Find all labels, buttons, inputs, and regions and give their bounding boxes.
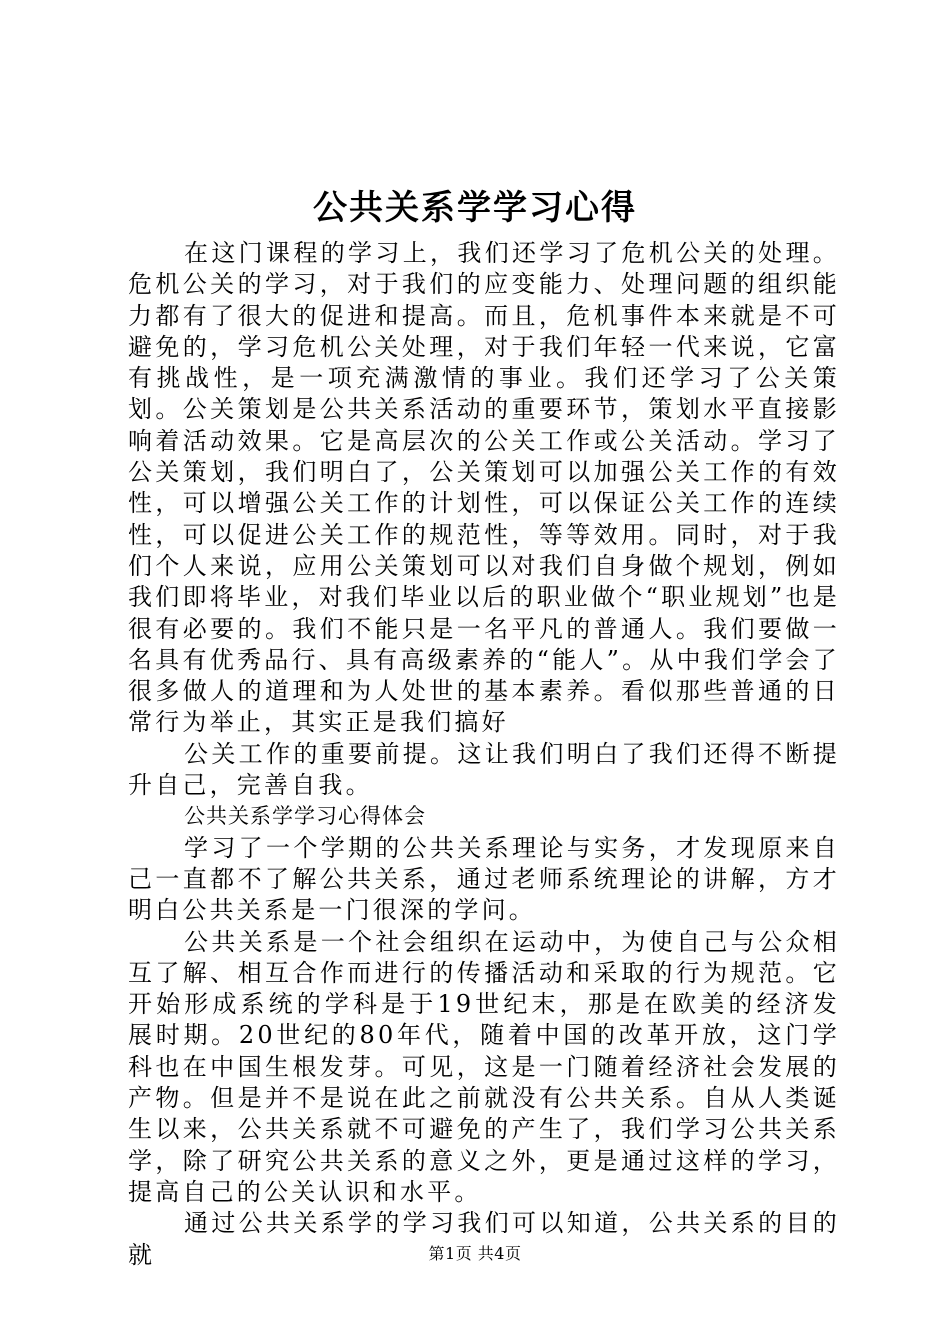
paragraph: 公共关系是一个社会组织在运动中，为使自己与公众相互了解、相互合作而进行的传播活动和采取的行为规范。它开始形成系统的学科是于19世纪末，那是在欧美的经济发展时期。20世纪的80年代，随着中国的改革开放，这门学科也在中国生根发芽。可见，这是一门随着经济社会发展的产物。但是并不是说在此之前就没有公共关系。自从人类诞生以来，公共关系就不可避免的产生了，我们学习公共关系学，除了研究公共关系的意义之外，更是通过这样的学习，提高自己的公关认识和水平。 xyxy=(128,927,840,1206)
paragraph: 通过公共关系学的学习我们可以知道，公共关系的目的就 xyxy=(128,1209,840,1269)
section-heading: 公共关系学学习心得体会 xyxy=(184,804,426,829)
page-number-footer: 第1页 共4页 xyxy=(428,1244,522,1263)
paragraph: 在这门课程的学习上，我们还学习了危机公关的处理。危机公关的学习，对于我们的应变能力、处理问题的组织能力都有了很大的促进和提高。而且，危机事件本来就是不可避免的，学习危机公关处理，对于我们年轻一代来说，它富有挑战性，是一项充满激情的事业。我们还学习了公关策划。公关策划是公共关系活动的重要环节，策划水平直接影响着活动效果。它是高层次的公关工作或公关活动。学习了公关策划，我们明白了，公关策划可以加强公关工作的有效性，可以增强公关工作的计划性，可以保证公关工作的连续性，可以促进公关工作的规范性，等等效用。同时，对于我们个人来说，应用公关策划可以对我们自身做个规划，例如我们即将毕业，对我们毕业以后的职业做个“职业规划”也是很有必要的。我们不能只是一名平凡的普通人。我们要做一名具有优秀品行、具有高级素养的“能人”。从中我们学会了很多做人的道理和为人处世的基本素养。看似那些普通的日常行为举止，其实正是我们搞好 xyxy=(128,239,840,737)
paragraph: 学习了一个学期的公共关系理论与实务，才发现原来自己一直都不了解公共关系，通过老师系统理论的讲解，方才明白公共关系是一门很深的学问。 xyxy=(128,833,840,925)
page-title: 公共关系学学习心得 xyxy=(313,188,637,228)
paragraph: 公关工作的重要前提。这让我们明白了我们还得不断提升自己，完善自我。 xyxy=(128,739,840,800)
document-body xyxy=(128,238,840,1271)
